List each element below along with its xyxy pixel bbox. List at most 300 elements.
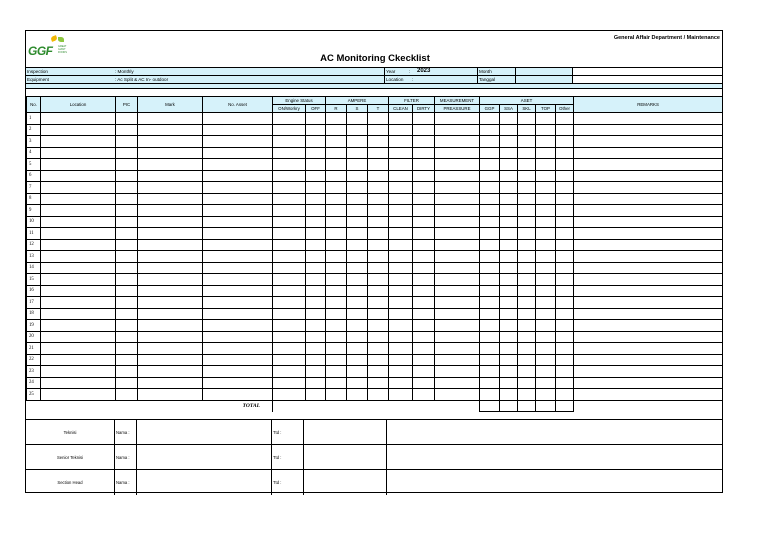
table-cell[interactable] [435, 285, 480, 297]
table-cell[interactable] [41, 331, 116, 343]
table-cell[interactable] [500, 308, 518, 320]
table-cell[interactable] [389, 389, 413, 401]
table-cell[interactable] [413, 228, 435, 240]
table-cell[interactable] [435, 389, 480, 401]
table-cell[interactable] [413, 354, 435, 366]
table-cell[interactable] [347, 228, 368, 240]
table-cell[interactable] [306, 159, 326, 171]
table-cell[interactable] [203, 274, 273, 286]
table-cell[interactable] [326, 193, 347, 205]
table-cell[interactable] [389, 205, 413, 217]
table-cell[interactable] [389, 147, 413, 159]
table-cell[interactable] [435, 182, 480, 194]
table-cell[interactable] [138, 308, 203, 320]
table-cell[interactable] [500, 228, 518, 240]
table-cell[interactable] [306, 320, 326, 332]
table-cell[interactable] [556, 159, 574, 171]
table-cell[interactable] [368, 170, 389, 182]
table-cell[interactable] [326, 354, 347, 366]
table-cell[interactable] [41, 389, 116, 401]
table-cell[interactable] [536, 170, 556, 182]
table-cell[interactable] [116, 182, 138, 194]
table-cell[interactable] [273, 239, 306, 251]
table-cell[interactable] [203, 239, 273, 251]
table-cell[interactable] [138, 366, 203, 378]
table-cell[interactable] [536, 251, 556, 263]
table-cell[interactable] [347, 124, 368, 136]
total-top[interactable] [536, 400, 556, 412]
table-cell[interactable] [480, 113, 500, 125]
table-cell[interactable] [500, 274, 518, 286]
table-cell[interactable] [435, 113, 480, 125]
table-cell[interactable] [389, 308, 413, 320]
table-cell[interactable] [500, 354, 518, 366]
table-cell[interactable] [556, 216, 574, 228]
table-cell[interactable] [556, 262, 574, 274]
table-cell[interactable] [413, 308, 435, 320]
table-cell[interactable] [536, 262, 556, 274]
table-cell[interactable] [536, 159, 556, 171]
table-cell[interactable] [389, 320, 413, 332]
table-cell[interactable] [347, 182, 368, 194]
table-cell[interactable] [203, 251, 273, 263]
table-cell[interactable] [389, 170, 413, 182]
table-cell[interactable] [138, 320, 203, 332]
table-cell[interactable] [389, 182, 413, 194]
table-cell[interactable] [518, 285, 536, 297]
table-cell[interactable] [556, 285, 574, 297]
table-cell[interactable] [536, 285, 556, 297]
table-cell[interactable] [500, 147, 518, 159]
table-cell[interactable] [41, 251, 116, 263]
table-cell[interactable] [306, 262, 326, 274]
table-cell[interactable] [273, 193, 306, 205]
table-cell[interactable] [41, 136, 116, 148]
table-cell[interactable] [138, 216, 203, 228]
table-cell[interactable] [41, 274, 116, 286]
table-cell[interactable] [326, 343, 347, 355]
table-cell[interactable] [518, 205, 536, 217]
table-cell[interactable] [556, 274, 574, 286]
table-cell[interactable] [574, 170, 723, 182]
table-cell[interactable] [306, 366, 326, 378]
table-cell[interactable] [435, 251, 480, 263]
table-cell[interactable] [273, 354, 306, 366]
table-cell[interactable] [273, 113, 306, 125]
table-cell[interactable] [41, 308, 116, 320]
table-cell[interactable] [389, 285, 413, 297]
table-cell[interactable] [116, 285, 138, 297]
table-cell[interactable] [273, 274, 306, 286]
table-cell[interactable] [203, 124, 273, 136]
table-cell[interactable] [347, 216, 368, 228]
table-cell[interactable] [556, 205, 574, 217]
table-cell[interactable] [413, 297, 435, 309]
table-cell[interactable] [574, 377, 723, 389]
table-cell[interactable] [116, 389, 138, 401]
table-cell[interactable] [306, 274, 326, 286]
table-cell[interactable] [273, 147, 306, 159]
table-cell[interactable] [389, 113, 413, 125]
table-cell[interactable] [138, 170, 203, 182]
table-cell[interactable] [556, 251, 574, 263]
table-cell[interactable] [413, 182, 435, 194]
table-cell[interactable] [203, 389, 273, 401]
table-cell[interactable] [347, 170, 368, 182]
table-cell[interactable] [138, 285, 203, 297]
table-cell[interactable] [326, 285, 347, 297]
table-cell[interactable] [574, 331, 723, 343]
table-cell[interactable] [413, 331, 435, 343]
table-cell[interactable] [574, 274, 723, 286]
table-cell[interactable] [480, 331, 500, 343]
table-cell[interactable] [116, 228, 138, 240]
table-cell[interactable] [518, 354, 536, 366]
table-cell[interactable] [138, 205, 203, 217]
table-cell[interactable] [500, 159, 518, 171]
table-cell[interactable] [574, 113, 723, 125]
table-cell[interactable] [536, 228, 556, 240]
table-cell[interactable] [435, 170, 480, 182]
table-cell[interactable] [413, 377, 435, 389]
table-cell[interactable] [500, 331, 518, 343]
table-cell[interactable] [326, 147, 347, 159]
table-cell[interactable] [480, 182, 500, 194]
table-cell[interactable] [480, 216, 500, 228]
table-cell[interactable] [574, 251, 723, 263]
table-cell[interactable] [347, 366, 368, 378]
table-cell[interactable] [556, 320, 574, 332]
total-ggp[interactable] [480, 400, 500, 412]
table-cell[interactable] [138, 182, 203, 194]
table-cell[interactable] [138, 331, 203, 343]
table-cell[interactable] [41, 216, 116, 228]
table-cell[interactable] [500, 113, 518, 125]
table-cell[interactable] [480, 147, 500, 159]
table-cell[interactable] [273, 228, 306, 240]
table-cell[interactable] [413, 366, 435, 378]
table-cell[interactable] [203, 320, 273, 332]
table-cell[interactable] [574, 308, 723, 320]
table-cell[interactable] [203, 170, 273, 182]
table-cell[interactable] [368, 113, 389, 125]
table-cell[interactable] [41, 113, 116, 125]
table-cell[interactable] [203, 343, 273, 355]
table-cell[interactable] [368, 285, 389, 297]
table-cell[interactable] [306, 193, 326, 205]
table-cell[interactable] [347, 331, 368, 343]
table-cell[interactable] [556, 239, 574, 251]
table-cell[interactable] [306, 147, 326, 159]
table-cell[interactable] [273, 251, 306, 263]
table-cell[interactable] [389, 343, 413, 355]
table-cell[interactable] [435, 136, 480, 148]
table-cell[interactable] [536, 205, 556, 217]
signature-name-field[interactable] [137, 445, 272, 470]
table-cell[interactable] [574, 205, 723, 217]
table-cell[interactable] [41, 147, 116, 159]
table-cell[interactable] [518, 228, 536, 240]
table-cell[interactable] [41, 285, 116, 297]
table-cell[interactable] [326, 377, 347, 389]
table-cell[interactable] [138, 262, 203, 274]
table-cell[interactable] [41, 182, 116, 194]
table-cell[interactable] [138, 274, 203, 286]
table-cell[interactable] [368, 343, 389, 355]
table-cell[interactable] [306, 170, 326, 182]
table-cell[interactable] [368, 159, 389, 171]
table-cell[interactable] [435, 331, 480, 343]
table-cell[interactable] [306, 377, 326, 389]
table-cell[interactable] [389, 124, 413, 136]
table-cell[interactable] [203, 228, 273, 240]
table-cell[interactable] [273, 205, 306, 217]
table-cell[interactable] [368, 354, 389, 366]
table-cell[interactable] [536, 147, 556, 159]
table-cell[interactable] [273, 159, 306, 171]
table-cell[interactable] [347, 136, 368, 148]
table-cell[interactable] [480, 343, 500, 355]
table-cell[interactable] [500, 170, 518, 182]
table-cell[interactable] [41, 205, 116, 217]
table-cell[interactable] [389, 262, 413, 274]
table-cell[interactable] [536, 343, 556, 355]
table-cell[interactable] [536, 308, 556, 320]
table-cell[interactable] [518, 147, 536, 159]
table-cell[interactable] [435, 343, 480, 355]
table-cell[interactable] [347, 205, 368, 217]
table-cell[interactable] [368, 389, 389, 401]
table-cell[interactable] [41, 343, 116, 355]
table-cell[interactable] [306, 124, 326, 136]
table-cell[interactable] [273, 262, 306, 274]
signature-name-field[interactable] [137, 420, 272, 445]
table-cell[interactable] [435, 239, 480, 251]
table-cell[interactable] [138, 389, 203, 401]
table-cell[interactable] [347, 159, 368, 171]
table-cell[interactable] [435, 308, 480, 320]
table-cell[interactable] [347, 193, 368, 205]
table-cell[interactable] [326, 205, 347, 217]
table-cell[interactable] [518, 389, 536, 401]
table-cell[interactable] [556, 228, 574, 240]
table-cell[interactable] [389, 193, 413, 205]
table-cell[interactable] [326, 239, 347, 251]
table-cell[interactable] [556, 297, 574, 309]
table-cell[interactable] [306, 182, 326, 194]
table-cell[interactable] [138, 159, 203, 171]
table-cell[interactable] [347, 239, 368, 251]
table-cell[interactable] [556, 308, 574, 320]
table-cell[interactable] [203, 113, 273, 125]
table-cell[interactable] [435, 366, 480, 378]
table-cell[interactable] [203, 331, 273, 343]
table-cell[interactable] [574, 366, 723, 378]
table-cell[interactable] [556, 124, 574, 136]
table-cell[interactable] [536, 354, 556, 366]
table-cell[interactable] [41, 193, 116, 205]
table-cell[interactable] [518, 343, 536, 355]
table-cell[interactable] [574, 147, 723, 159]
table-cell[interactable] [556, 136, 574, 148]
table-cell[interactable] [203, 159, 273, 171]
table-cell[interactable] [480, 159, 500, 171]
table-cell[interactable] [413, 251, 435, 263]
table-cell[interactable] [480, 239, 500, 251]
table-cell[interactable] [306, 389, 326, 401]
table-cell[interactable] [138, 136, 203, 148]
table-cell[interactable] [347, 389, 368, 401]
table-cell[interactable] [368, 331, 389, 343]
table-cell[interactable] [389, 136, 413, 148]
table-cell[interactable] [389, 331, 413, 343]
table-cell[interactable] [435, 205, 480, 217]
table-cell[interactable] [347, 262, 368, 274]
table-cell[interactable] [574, 239, 723, 251]
signature-ttd-field[interactable] [304, 420, 387, 445]
table-cell[interactable] [556, 193, 574, 205]
table-cell[interactable] [536, 113, 556, 125]
table-cell[interactable] [347, 113, 368, 125]
table-cell[interactable] [500, 216, 518, 228]
signature-ttd-field[interactable] [304, 470, 387, 495]
table-cell[interactable] [41, 366, 116, 378]
table-cell[interactable] [413, 389, 435, 401]
table-cell[interactable] [389, 366, 413, 378]
table-cell[interactable] [273, 285, 306, 297]
table-cell[interactable] [413, 285, 435, 297]
table-cell[interactable] [273, 136, 306, 148]
table-cell[interactable] [326, 228, 347, 240]
table-cell[interactable] [306, 136, 326, 148]
table-cell[interactable] [326, 262, 347, 274]
table-cell[interactable] [41, 239, 116, 251]
table-cell[interactable] [368, 193, 389, 205]
table-cell[interactable] [306, 239, 326, 251]
table-cell[interactable] [435, 297, 480, 309]
table-cell[interactable] [435, 147, 480, 159]
table-cell[interactable] [389, 274, 413, 286]
table-cell[interactable] [413, 193, 435, 205]
table-cell[interactable] [389, 239, 413, 251]
table-cell[interactable] [413, 205, 435, 217]
table-cell[interactable] [273, 308, 306, 320]
table-cell[interactable] [518, 159, 536, 171]
table-cell[interactable] [41, 354, 116, 366]
table-cell[interactable] [389, 251, 413, 263]
table-cell[interactable] [306, 343, 326, 355]
table-cell[interactable] [574, 285, 723, 297]
table-cell[interactable] [368, 147, 389, 159]
table-cell[interactable] [536, 331, 556, 343]
table-cell[interactable] [435, 228, 480, 240]
total-ssa[interactable] [500, 400, 518, 412]
table-cell[interactable] [518, 124, 536, 136]
table-cell[interactable] [41, 377, 116, 389]
table-cell[interactable] [413, 136, 435, 148]
table-cell[interactable] [273, 297, 306, 309]
table-cell[interactable] [500, 343, 518, 355]
table-cell[interactable] [138, 147, 203, 159]
table-cell[interactable] [203, 377, 273, 389]
table-cell[interactable] [536, 297, 556, 309]
table-cell[interactable] [556, 354, 574, 366]
table-cell[interactable] [368, 228, 389, 240]
table-cell[interactable] [306, 354, 326, 366]
table-cell[interactable] [413, 239, 435, 251]
table-cell[interactable] [413, 147, 435, 159]
table-cell[interactable] [116, 159, 138, 171]
table-cell[interactable] [413, 262, 435, 274]
table-cell[interactable] [273, 216, 306, 228]
table-cell[interactable] [326, 113, 347, 125]
table-cell[interactable] [368, 274, 389, 286]
table-cell[interactable] [203, 285, 273, 297]
table-cell[interactable] [574, 124, 723, 136]
table-cell[interactable] [203, 308, 273, 320]
table-cell[interactable] [138, 343, 203, 355]
table-cell[interactable] [116, 331, 138, 343]
table-cell[interactable] [306, 228, 326, 240]
table-cell[interactable] [574, 297, 723, 309]
table-cell[interactable] [306, 205, 326, 217]
table-cell[interactable] [368, 205, 389, 217]
table-cell[interactable] [347, 147, 368, 159]
table-cell[interactable] [536, 320, 556, 332]
table-cell[interactable] [389, 216, 413, 228]
table-cell[interactable] [556, 389, 574, 401]
table-cell[interactable] [389, 297, 413, 309]
table-cell[interactable] [480, 251, 500, 263]
table-cell[interactable] [518, 331, 536, 343]
table-cell[interactable] [41, 320, 116, 332]
table-cell[interactable] [347, 308, 368, 320]
signature-name-field[interactable] [137, 470, 272, 495]
table-cell[interactable] [574, 228, 723, 240]
table-cell[interactable] [500, 205, 518, 217]
table-cell[interactable] [518, 377, 536, 389]
table-cell[interactable] [326, 124, 347, 136]
table-cell[interactable] [500, 285, 518, 297]
table-cell[interactable] [480, 377, 500, 389]
table-cell[interactable] [138, 228, 203, 240]
table-cell[interactable] [368, 377, 389, 389]
table-cell[interactable] [480, 285, 500, 297]
table-cell[interactable] [273, 343, 306, 355]
table-cell[interactable] [116, 262, 138, 274]
table-cell[interactable] [326, 389, 347, 401]
table-cell[interactable] [326, 251, 347, 263]
table-cell[interactable] [368, 308, 389, 320]
total-skl[interactable] [518, 400, 536, 412]
table-cell[interactable] [480, 320, 500, 332]
table-cell[interactable] [306, 251, 326, 263]
table-cell[interactable] [347, 285, 368, 297]
table-cell[interactable] [116, 113, 138, 125]
table-cell[interactable] [41, 159, 116, 171]
table-cell[interactable] [518, 193, 536, 205]
table-cell[interactable] [413, 113, 435, 125]
table-cell[interactable] [480, 193, 500, 205]
table-cell[interactable] [203, 262, 273, 274]
table-cell[interactable] [203, 297, 273, 309]
table-cell[interactable] [536, 124, 556, 136]
table-cell[interactable] [556, 366, 574, 378]
table-cell[interactable] [574, 216, 723, 228]
table-cell[interactable] [480, 170, 500, 182]
table-cell[interactable] [536, 274, 556, 286]
table-cell[interactable] [368, 182, 389, 194]
